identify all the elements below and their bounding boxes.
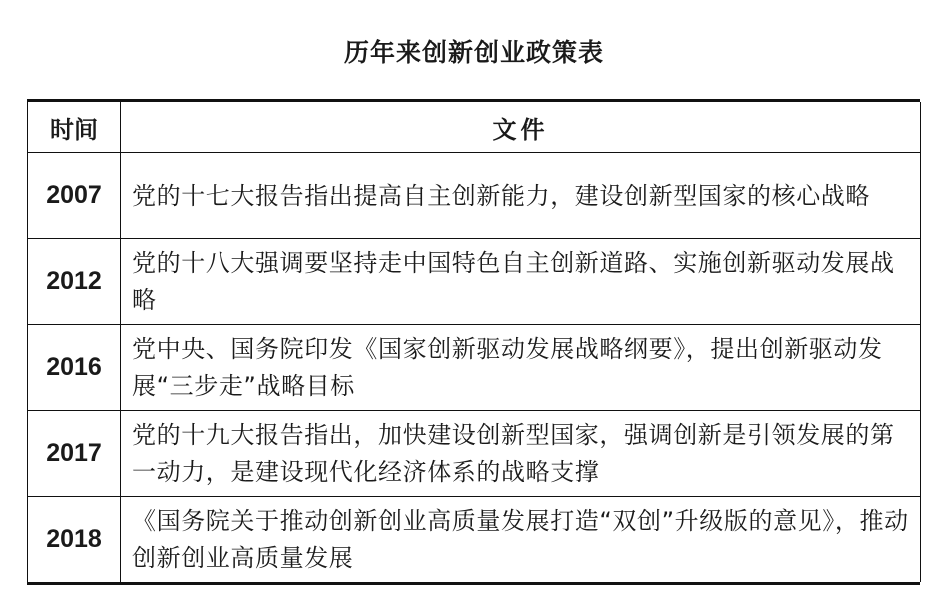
header-document: 文件: [121, 102, 921, 153]
table-row: [28, 497, 921, 583]
row-document: 党的十七大报告指出提高自主创新能力，建设创新型国家的核心战略: [121, 153, 921, 239]
table-row: [28, 411, 921, 497]
row-year: 2017: [28, 411, 121, 497]
row-year: 2007: [28, 153, 121, 239]
row-year: 2018: [28, 497, 121, 583]
row-year: 2016: [28, 325, 121, 411]
table-row: [28, 325, 921, 411]
row-document: 党的十九大报告指出，加快建设创新型国家，强调创新是引领发展的第一动力，是建设现代化经济体系的战略支撑: [121, 411, 921, 497]
row-document: 党中央、国务院印发《国家创新驱动发展战略纲要》，提出创新驱动发展“三步走”战略目标: [121, 325, 921, 411]
table-title: 历年来创新创业政策表: [343, 38, 604, 67]
table-header-row: [28, 102, 921, 153]
table-row: [28, 239, 921, 325]
policy-table: [27, 99, 920, 585]
row-document: 《国务院关于推动创新创业高质量发展打造“双创”升级版的意见》，推动创新创业高质量发展: [121, 497, 921, 583]
header-time: 时间: [28, 102, 121, 153]
table-row: [28, 153, 921, 239]
row-year: 2012: [28, 239, 121, 325]
row-document: 党的十八大强调要坚持走中国特色自主创新道路、实施创新驱动发展战略: [121, 239, 921, 325]
